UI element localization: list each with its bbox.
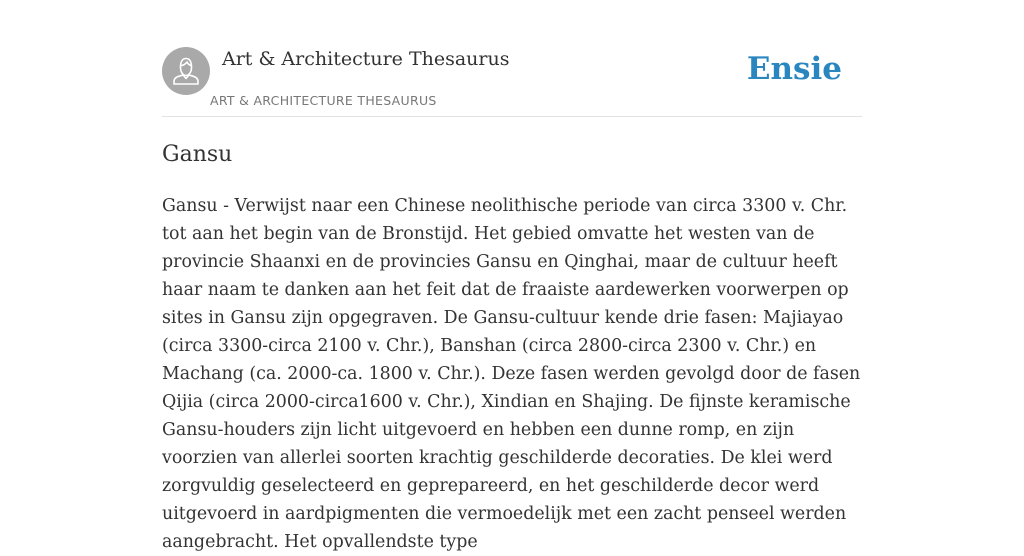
avatar[interactable] xyxy=(162,47,210,95)
entry-description: Gansu - Verwijst naar een Chinese neolithische periode van circa 3300 v. Chr. tot aan het begin van de Bronstijd. Het gebied omvatte het westen van de provincie Shaanxi en de provincies Gansu en Qinghai, maar de cultuur heeft haar naam te danken aan het feit dat de fraaiste aardewerken voorwerpen op sites in Gansu zijn opgegraven. De Gansu-cultuur kende drie fasen: Majiayao (circa 3300-circa 2100 v. Chr.), Banshan (circa 2800-circa 2300 v. Chr.) en Machang (ca. 2000-ca. 1800 v. Chr.). Deze fasen werden gevolgd door de fasen Qijia (circa 2000-circa1600 v. Chr.), Xindian en Shajing. De fijnste keramische Gansu-houders zijn licht uitgevoerd en hebben een dunne romp, en zijn voorzien van allerlei soorten krachtig geschilderde decoraties. De klei werd zorgvuldig geselecteerd en geprepareerd, en het geschilderde decor werd uitgevoerd in aardpigmenten die vermoedelijk met een zacht penseel werden aangebracht. Het opvallendste type xyxy=(162,196,861,552)
user-icon xyxy=(162,47,210,95)
ensie-logo-link[interactable]: Ensie xyxy=(746,51,842,87)
site-subtitle: ART & ARCHITECTURE THESAURUS xyxy=(210,93,437,108)
page-title: Gansu xyxy=(162,142,233,167)
site-header xyxy=(162,47,862,117)
site-title[interactable]: Art & Architecture Thesaurus xyxy=(222,48,510,70)
